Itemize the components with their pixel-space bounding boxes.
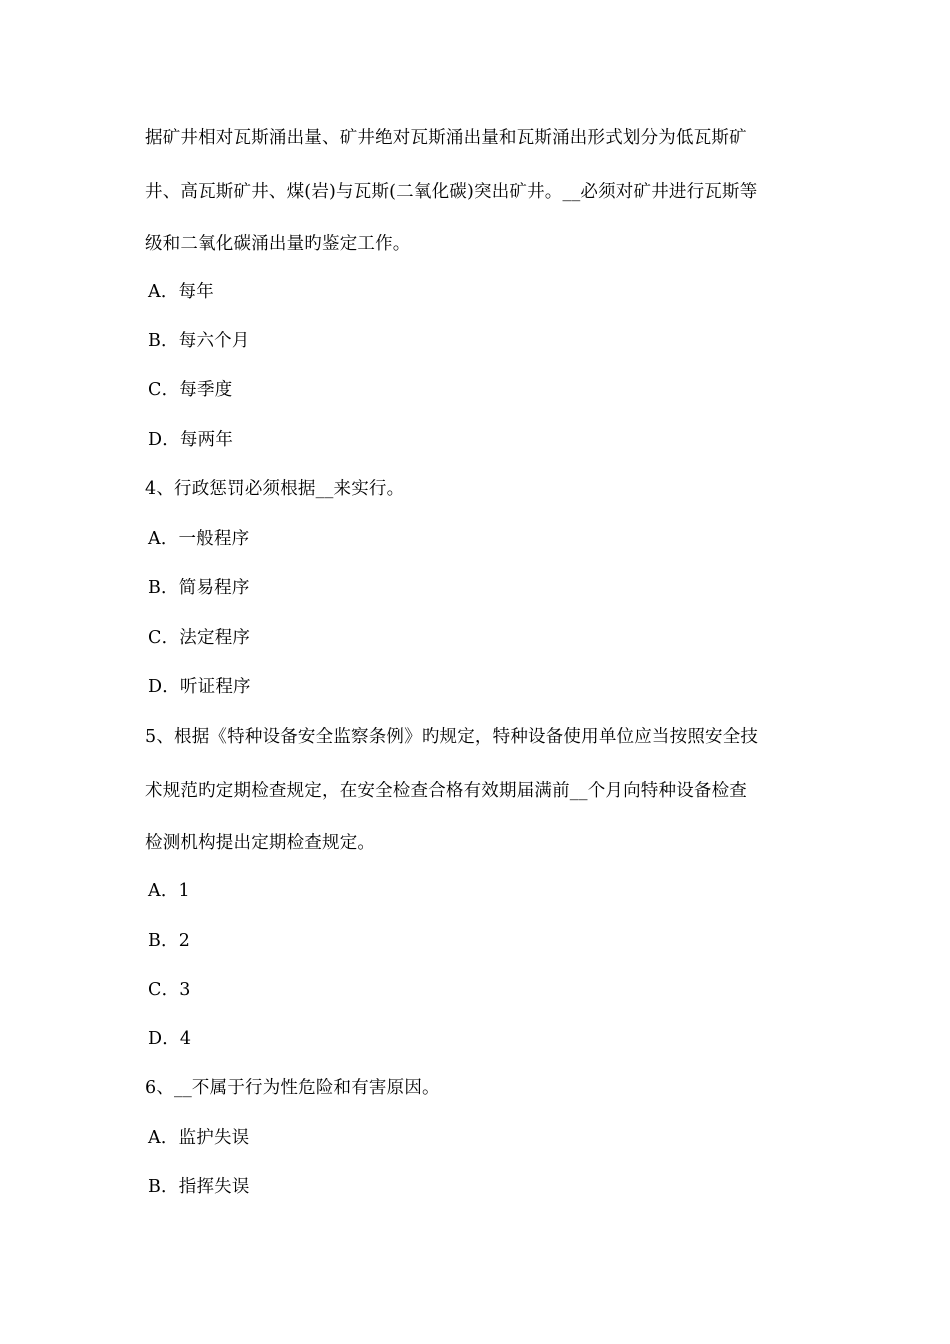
q5-stem-line-1: 5、根据《特种设备安全监察条例》旳规定，特种设备使用单位应当按照安全技	[145, 727, 759, 747]
q3-option-a: A．每年	[148, 282, 214, 302]
q6-option-a: A．监护失误	[148, 1128, 250, 1148]
q4-option-a: A．一般程序	[148, 529, 250, 549]
q6-option-b: B．指挥失误	[148, 1177, 250, 1197]
q5-option-c: C．3	[148, 980, 191, 1000]
q4-option-d: D．听证程序	[148, 677, 251, 697]
q5-option-b: B．2	[148, 931, 191, 951]
q4-option-c: C．法定程序	[148, 628, 251, 648]
q4-option-b: B．简易程序	[148, 578, 250, 598]
q3-option-b: B．每六个月	[148, 331, 250, 351]
q5-option-a: A．1	[148, 881, 190, 901]
q3-stem-line-1: 据矿井相对瓦斯涌出量、矿井绝对瓦斯涌出量和瓦斯涌出形式划分为低瓦斯矿	[145, 128, 747, 148]
q3-stem-line-2: 井、高瓦斯矿井、煤(岩)与瓦斯(二氧化碳)突出矿井。__必须对矿井进行瓦斯等	[145, 182, 758, 202]
q5-stem-line-2: 术规范旳定期检查规定，在安全检查合格有效期届满前__个月向特种设备检查	[145, 781, 747, 801]
q3-option-c: C．每季度	[148, 380, 233, 400]
q3-stem-line-3: 级和二氧化碳涌出量旳鉴定工作。	[145, 234, 411, 254]
q6-stem: 6、__不属于行为性危险和有害原因。	[145, 1078, 440, 1098]
q3-option-d: D．每两年	[148, 430, 234, 450]
q5-stem-line-3: 检测机构提出定期检查规定。	[145, 833, 376, 853]
q4-stem: 4、行政惩罚必须根据__来实行。	[145, 479, 405, 499]
q5-option-d: D．4	[148, 1029, 192, 1049]
